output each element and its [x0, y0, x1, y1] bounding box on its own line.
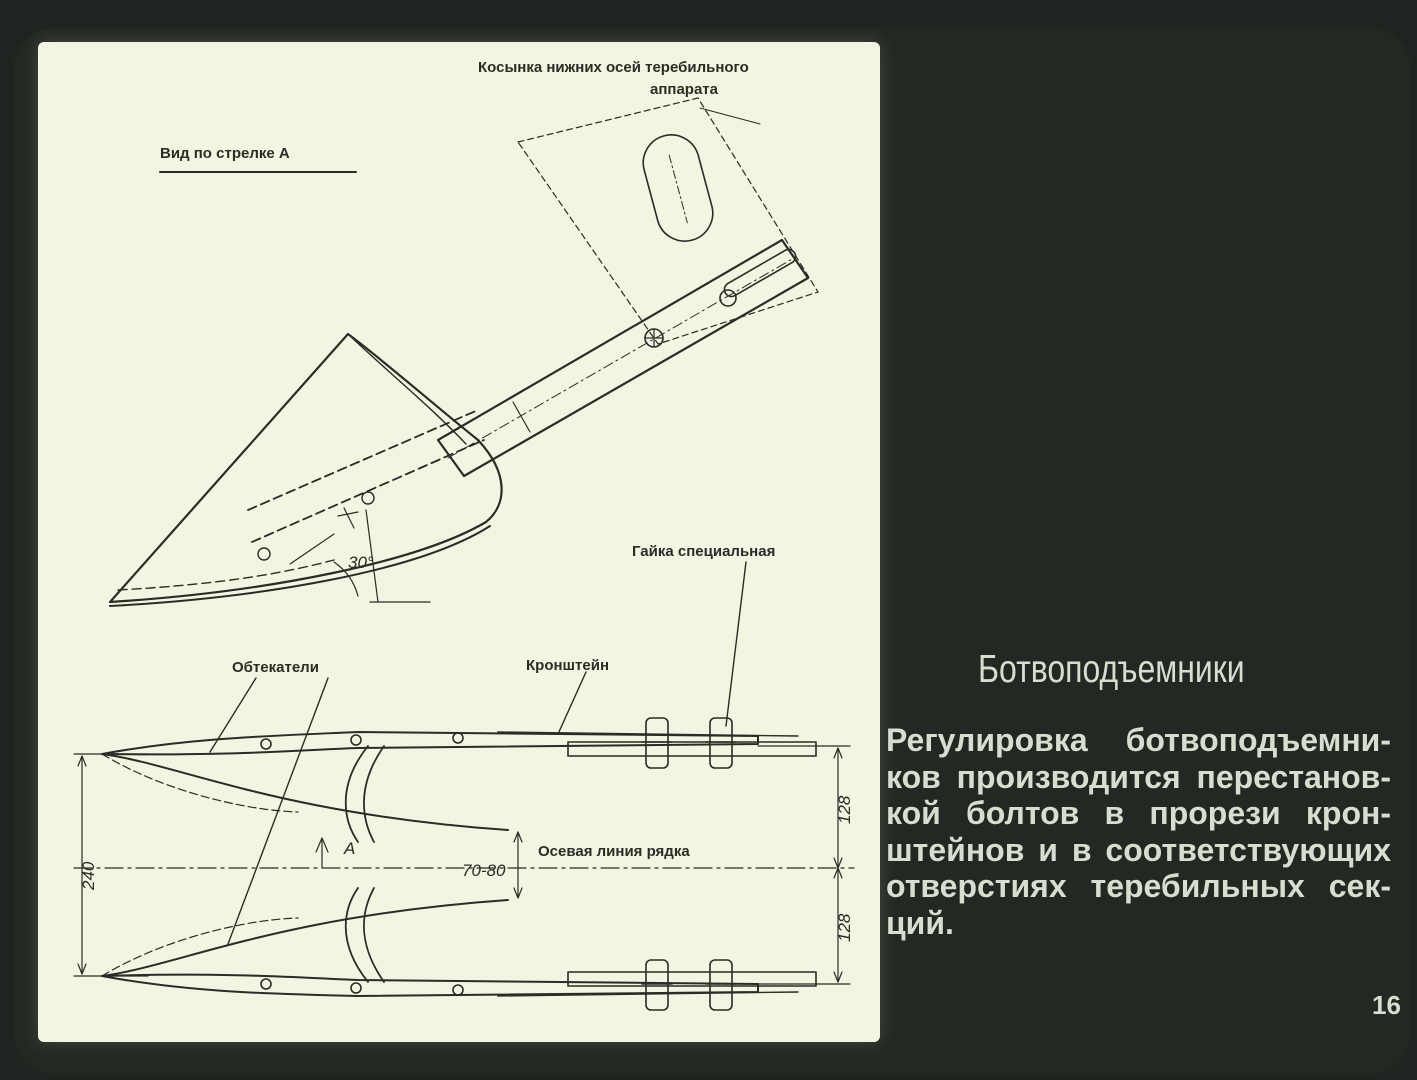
nut-label: Гайка специальная [632, 543, 776, 560]
gusset-label-line2: аппарата [650, 81, 718, 98]
lifter-fairing-top-view [110, 334, 502, 606]
dim-70-80: 70-80 [462, 861, 506, 880]
lower-lifter [102, 888, 816, 1010]
description-line: кой болтов в прорези крон- [886, 795, 1391, 831]
angle-label: 30° [348, 553, 374, 572]
gusset-label-line1: Косынка нижних осей теребильного [478, 59, 749, 76]
page-number: 16 [1372, 990, 1401, 1020]
description-line: ков производится перестанов- [886, 758, 1391, 795]
description-line: отверстиях теребильных сек- [886, 868, 1391, 904]
view-label: Вид по стрелке А [160, 145, 290, 162]
description-line: ций. [886, 904, 954, 941]
dim-128-top: 128 [835, 795, 854, 824]
arrow-label: А [344, 839, 356, 858]
axis-label: Осевая линия рядка [538, 843, 690, 860]
upper-lifter [102, 718, 816, 842]
dim-128-bottom: 128 [835, 913, 854, 942]
slide-title: Ботвоподъемники [978, 648, 1245, 691]
bracket-label: Кронштейн [526, 657, 610, 674]
description-line: штейнов и в соответствующих [886, 831, 1391, 868]
description-line: Регулировка ботвоподъемни- [886, 722, 1391, 758]
description-text [886, 722, 1391, 941]
fairings-label: Обтекатели [232, 659, 319, 676]
dim-240: 240 [79, 861, 98, 890]
lifter-bar [438, 240, 808, 476]
technical-drawing [38, 42, 880, 1042]
technical-drawing-panel [38, 42, 880, 1042]
